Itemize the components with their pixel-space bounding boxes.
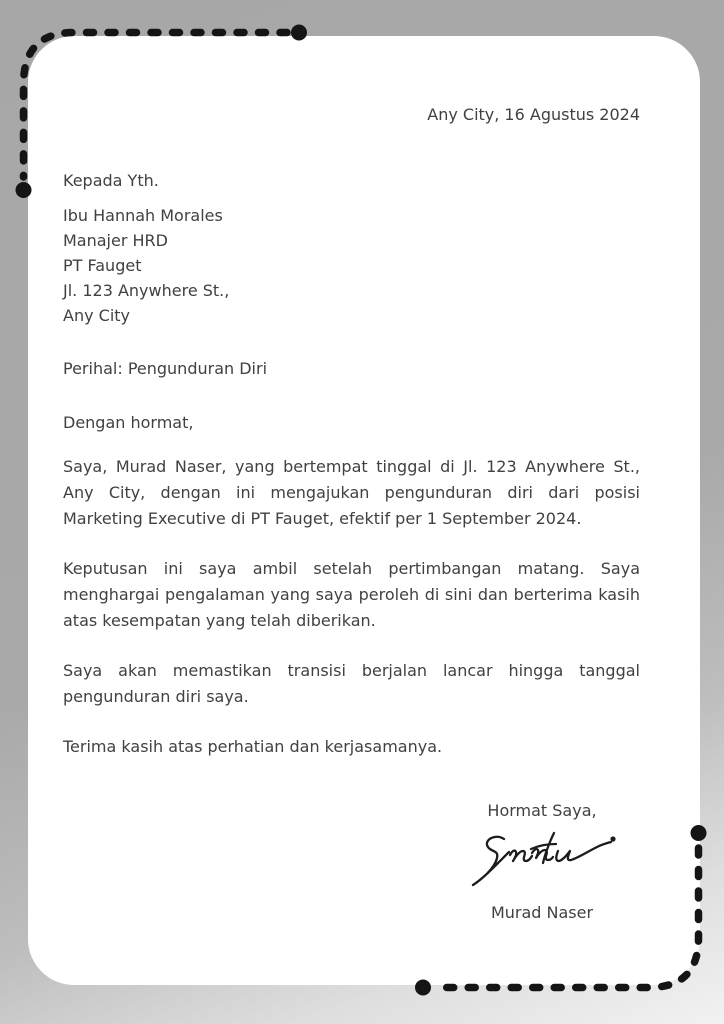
recipient-title: Manajer HRD — [63, 231, 168, 250]
closing-block — [430, 798, 654, 926]
body-paragraph: Saya, Murad Naser, yang bertempat tinggal di Jl. 123 Anywhere St., Any City, dengan ini mengajukan pengunduran diri dari posisi Marketing Executive di PT Fauget, efektif per 1 September 2024. — [63, 457, 640, 528]
body-paragraph: Keputusan ini saya ambil setelah pertimbangan matang. Saya menghargai pengalaman yang saya peroleh di sini dan berterima kasih atas kesempatan yang telah diberikan. — [63, 559, 640, 630]
signature-icon — [466, 828, 618, 892]
recipient-street: Jl. 123 Anywhere St., — [63, 281, 230, 300]
subject-line: Perihal: Pengunduran Diri — [63, 359, 268, 378]
recipient-city: Any City — [63, 306, 130, 325]
body-paragraph: Saya akan memastikan transisi berjalan lancar hingga tanggal pengunduran diri saya. — [63, 661, 640, 706]
signature-name: Murad Naser — [490, 903, 594, 922]
letter-card — [28, 36, 700, 985]
greeting-line: Dengan hormat, — [63, 413, 194, 432]
recipient-block — [63, 203, 640, 328]
closing-salutation: Hormat Saya, — [487, 801, 597, 820]
date-line: Any City, 16 Agustus 2024 — [427, 105, 640, 124]
salutation-header: Kepada Yth. — [63, 171, 159, 190]
recipient-company: PT Fauget — [63, 256, 142, 275]
recipient-name: Ibu Hannah Morales — [63, 206, 223, 225]
body-paragraph: Terima kasih atas perhatian dan kerjasamanya. — [63, 737, 443, 756]
